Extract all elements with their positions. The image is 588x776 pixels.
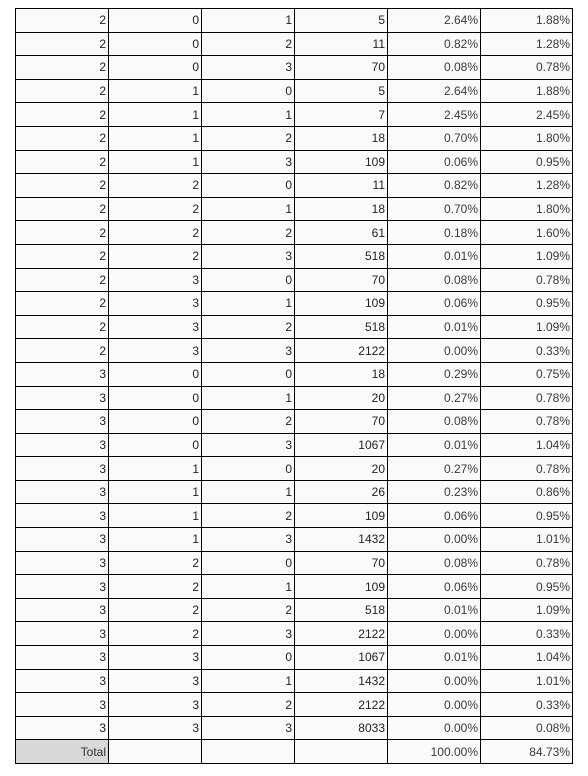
table-row	[16, 575, 573, 599]
table-cell-col2[interactable]: 2	[109, 221, 202, 245]
table-cell-col4[interactable]: 26	[295, 480, 388, 504]
table-cell-col3[interactable]: 0	[202, 174, 295, 198]
table-cell-col5[interactable]: 0.06%	[388, 575, 481, 599]
table-cell-col5[interactable]: 0.00%	[388, 669, 481, 693]
table-cell-col1[interactable]: 3	[16, 410, 109, 434]
table-row	[16, 197, 573, 221]
table-cell-col6[interactable]: 2.45%	[481, 103, 573, 127]
table-cell-col3[interactable]: 0	[202, 268, 295, 292]
table-cell-col2[interactable]: 1	[109, 103, 202, 127]
table-row	[16, 551, 573, 575]
table-cell-col3[interactable]: 0	[202, 457, 295, 481]
table-cell-col2[interactable]: 2	[109, 598, 202, 622]
table-cell-col2[interactable]: 3	[109, 339, 202, 363]
table-cell-col3[interactable]: 3	[202, 56, 295, 80]
table-cell-col4[interactable]: 518	[295, 244, 388, 268]
table-cell-col3[interactable]: 3	[202, 622, 295, 646]
table-cell-col5[interactable]: 2.64%	[388, 79, 481, 103]
table-cell-col4[interactable]: 2122	[295, 622, 388, 646]
table-cell-col1[interactable]: 2	[16, 174, 109, 198]
table-cell-col2[interactable]: 2	[109, 244, 202, 268]
table-cell-col1[interactable]: 2	[16, 9, 109, 33]
table-cell-col1[interactable]: 3	[16, 646, 109, 670]
table-row	[16, 457, 573, 481]
table-cell-col3[interactable]: 0	[202, 79, 295, 103]
table-cell-col5[interactable]: 0.06%	[388, 292, 481, 316]
table-row	[16, 622, 573, 646]
table-cell-col5[interactable]: 0.70%	[388, 126, 481, 150]
table-cell-col6[interactable]: 0.78%	[481, 268, 573, 292]
total-cell-col2[interactable]	[109, 740, 202, 764]
table-cell-col4[interactable]: 109	[295, 292, 388, 316]
table-cell-col1[interactable]: 3	[16, 457, 109, 481]
total-cell-col4[interactable]	[295, 740, 388, 764]
table-cell-col3[interactable]: 2	[202, 410, 295, 434]
table-cell-col2[interactable]: 1	[109, 150, 202, 174]
table-row	[16, 32, 573, 56]
table-cell-col3[interactable]: 1	[202, 103, 295, 127]
table-cell-col2[interactable]: 3	[109, 315, 202, 339]
table-cell-col4[interactable]: 70	[295, 268, 388, 292]
total-cell-col3[interactable]	[202, 740, 295, 764]
table-cell-col4[interactable]: 8033	[295, 716, 388, 740]
table-cell-col2[interactable]: 0	[109, 32, 202, 56]
table-row	[16, 221, 573, 245]
table-cell-col1[interactable]: 3	[16, 504, 109, 528]
table-cell-col1[interactable]: 3	[16, 693, 109, 717]
table-cell-col4[interactable]: 18	[295, 126, 388, 150]
table-cell-col1[interactable]: 2	[16, 339, 109, 363]
table-cell-col5[interactable]: 0.18%	[388, 221, 481, 245]
table-cell-col2[interactable]: 3	[109, 268, 202, 292]
table-cell-col4[interactable]: 518	[295, 315, 388, 339]
table-cell-col5[interactable]: 0.08%	[388, 551, 481, 575]
table-cell-col2[interactable]: 0	[109, 9, 202, 33]
table-cell-col6[interactable]: 1.60%	[481, 221, 573, 245]
table-row	[16, 646, 573, 670]
table-row	[16, 9, 573, 33]
table-cell-col1[interactable]: 2	[16, 221, 109, 245]
table-cell-col2[interactable]: 0	[109, 433, 202, 457]
table-cell-col6[interactable]: 0.95%	[481, 575, 573, 599]
table-cell-col5[interactable]: 0.06%	[388, 150, 481, 174]
table-row	[16, 410, 573, 434]
table-cell-col1[interactable]: 3	[16, 598, 109, 622]
table-cell-col5[interactable]: 0.82%	[388, 174, 481, 198]
table-cell-col1[interactable]: 2	[16, 126, 109, 150]
table-cell-col3[interactable]: 2	[202, 504, 295, 528]
table-cell-col6[interactable]: 1.28%	[481, 32, 573, 56]
table-cell-col1[interactable]: 2	[16, 56, 109, 80]
table-row	[16, 292, 573, 316]
table-cell-col2[interactable]: 0	[109, 410, 202, 434]
table-cell-col1[interactable]: 2	[16, 150, 109, 174]
table-cell-col4[interactable]: 20	[295, 386, 388, 410]
table-cell-col4[interactable]: 18	[295, 362, 388, 386]
total-cell-col5[interactable]: 100.00%	[388, 740, 481, 764]
table-cell-col1[interactable]: 2	[16, 244, 109, 268]
table-cell-col2[interactable]: 0	[109, 386, 202, 410]
table-row	[16, 268, 573, 292]
table-cell-col5[interactable]: 0.23%	[388, 480, 481, 504]
table-cell-col5[interactable]: 0.01%	[388, 598, 481, 622]
table-cell-col5[interactable]: 0.00%	[388, 716, 481, 740]
table-cell-col1[interactable]: 2	[16, 79, 109, 103]
table-cell-col3[interactable]: 1	[202, 9, 295, 33]
table-cell-col4[interactable]: 18	[295, 197, 388, 221]
table-cell-col4[interactable]: 109	[295, 150, 388, 174]
table-body	[16, 9, 573, 740]
table-cell-col5[interactable]: 0.70%	[388, 197, 481, 221]
table-cell-col1[interactable]: 3	[16, 480, 109, 504]
total-cell-col6[interactable]: 84.73%	[481, 740, 573, 764]
table-cell-col1[interactable]: 3	[16, 551, 109, 575]
table-cell-col3[interactable]: 3	[202, 244, 295, 268]
table-cell-col5[interactable]: 0.01%	[388, 244, 481, 268]
table-cell-col5[interactable]: 0.01%	[388, 433, 481, 457]
table-cell-col3[interactable]: 2	[202, 221, 295, 245]
table-cell-col2[interactable]: 2	[109, 622, 202, 646]
table-cell-col3[interactable]: 2	[202, 32, 295, 56]
table-cell-col1[interactable]: 2	[16, 32, 109, 56]
table-cell-col5[interactable]: 0.08%	[388, 410, 481, 434]
table-row	[16, 716, 573, 740]
table-cell-col3[interactable]: 1	[202, 575, 295, 599]
table-cell-col4[interactable]: 518	[295, 598, 388, 622]
table-cell-col3[interactable]: 3	[202, 150, 295, 174]
table-cell-col2[interactable]: 3	[109, 669, 202, 693]
table-cell-col6[interactable]: 1.80%	[481, 197, 573, 221]
table-cell-col4[interactable]: 11	[295, 32, 388, 56]
table-cell-col2[interactable]: 1	[109, 528, 202, 552]
table-row	[16, 504, 573, 528]
table-cell-col6[interactable]: 1.01%	[481, 528, 573, 552]
table-cell-col3[interactable]: 1	[202, 386, 295, 410]
table-cell-col6[interactable]: 0.78%	[481, 410, 573, 434]
table-cell-col3[interactable]: 2	[202, 315, 295, 339]
table-cell-col1[interactable]: 3	[16, 669, 109, 693]
table-cell-col1[interactable]: 2	[16, 268, 109, 292]
table-cell-col2[interactable]: 2	[109, 575, 202, 599]
table-cell-col5[interactable]: 0.01%	[388, 315, 481, 339]
table-cell-col4[interactable]: 5	[295, 9, 388, 33]
table-cell-col4[interactable]: 2122	[295, 693, 388, 717]
table-row	[16, 480, 573, 504]
table-cell-col6[interactable]: 1.28%	[481, 174, 573, 198]
table-row	[16, 693, 573, 717]
table-cell-col6[interactable]: 1.04%	[481, 646, 573, 670]
table-cell-col4[interactable]: 2122	[295, 339, 388, 363]
table-cell-col5[interactable]: 0.08%	[388, 56, 481, 80]
table-cell-col2[interactable]: 1	[109, 79, 202, 103]
table-cell-col2[interactable]: 1	[109, 480, 202, 504]
table-cell-col6[interactable]: 0.78%	[481, 551, 573, 575]
table-cell-col6[interactable]: 0.78%	[481, 386, 573, 410]
table-row	[16, 79, 573, 103]
table-row	[16, 244, 573, 268]
table-cell-col5[interactable]: 0.00%	[388, 339, 481, 363]
table-cell-col5[interactable]: 0.00%	[388, 693, 481, 717]
table-cell-col3[interactable]: 2	[202, 693, 295, 717]
table-cell-col5[interactable]: 0.82%	[388, 32, 481, 56]
table-cell-col1[interactable]: 3	[16, 575, 109, 599]
table-cell-col6[interactable]: 0.08%	[481, 716, 573, 740]
table-cell-col5[interactable]: 0.08%	[388, 268, 481, 292]
table-cell-col1[interactable]: 3	[16, 716, 109, 740]
table-row	[16, 150, 573, 174]
table-cell-col1[interactable]: 3	[16, 362, 109, 386]
table-cell-col4[interactable]: 1432	[295, 528, 388, 552]
table-cell-col1[interactable]: 3	[16, 386, 109, 410]
table-cell-col1[interactable]: 3	[16, 433, 109, 457]
table-cell-col4[interactable]: 109	[295, 504, 388, 528]
table-row	[16, 528, 573, 552]
table-cell-col6[interactable]: 1.80%	[481, 126, 573, 150]
table-cell-col3[interactable]: 3	[202, 716, 295, 740]
table-cell-col4[interactable]: 70	[295, 551, 388, 575]
table-cell-col6[interactable]: 0.95%	[481, 504, 573, 528]
table-row	[16, 339, 573, 363]
table-cell-col6[interactable]: 1.88%	[481, 9, 573, 33]
table-cell-col4[interactable]: 11	[295, 174, 388, 198]
table-cell-col6[interactable]: 0.78%	[481, 457, 573, 481]
table-cell-col1[interactable]: 3	[16, 622, 109, 646]
table-cell-col4[interactable]: 20	[295, 457, 388, 481]
table-cell-col4[interactable]: 1067	[295, 433, 388, 457]
table-cell-col4[interactable]: 1067	[295, 646, 388, 670]
table-cell-col4[interactable]: 61	[295, 221, 388, 245]
table-cell-col6[interactable]: 1.09%	[481, 244, 573, 268]
table-cell-col5[interactable]: 0.27%	[388, 386, 481, 410]
table-cell-col6[interactable]: 0.95%	[481, 150, 573, 174]
table-cell-col6[interactable]: 0.33%	[481, 693, 573, 717]
table-cell-col3[interactable]: 0	[202, 551, 295, 575]
table-row	[16, 433, 573, 457]
table-cell-col6[interactable]: 0.95%	[481, 292, 573, 316]
table-cell-col5[interactable]: 0.06%	[388, 504, 481, 528]
table-cell-col4[interactable]: 5	[295, 79, 388, 103]
table-cell-col3[interactable]: 1	[202, 292, 295, 316]
table-cell-col2[interactable]: 3	[109, 292, 202, 316]
table-cell-col3[interactable]: 2	[202, 126, 295, 150]
table-cell-col5[interactable]: 2.64%	[388, 9, 481, 33]
table-cell-col5[interactable]: 0.00%	[388, 622, 481, 646]
table-cell-col5[interactable]: 0.29%	[388, 362, 481, 386]
table-cell-col3[interactable]: 1	[202, 669, 295, 693]
table-cell-col6[interactable]: 0.33%	[481, 339, 573, 363]
table-cell-col5[interactable]: 0.01%	[388, 646, 481, 670]
table-row	[16, 174, 573, 198]
table-cell-col4[interactable]: 7	[295, 103, 388, 127]
table-cell-col3[interactable]: 1	[202, 480, 295, 504]
table-cell-col2[interactable]: 0	[109, 362, 202, 386]
table-row	[16, 315, 573, 339]
table-cell-col1[interactable]: 2	[16, 292, 109, 316]
table-cell-col2[interactable]: 2	[109, 197, 202, 221]
table-cell-col6[interactable]: 0.78%	[481, 56, 573, 80]
table-cell-col3[interactable]: 1	[202, 197, 295, 221]
table-row	[16, 362, 573, 386]
table-cell-col4[interactable]: 70	[295, 410, 388, 434]
table-cell-col6[interactable]: 0.75%	[481, 362, 573, 386]
table-cell-col4[interactable]: 1432	[295, 669, 388, 693]
table-cell-col1[interactable]: 2	[16, 103, 109, 127]
table-cell-col3[interactable]: 0	[202, 646, 295, 670]
table-cell-col3[interactable]: 2	[202, 598, 295, 622]
table-cell-col3[interactable]: 3	[202, 433, 295, 457]
table-cell-col3[interactable]: 0	[202, 362, 295, 386]
table-cell-col6[interactable]: 1.88%	[481, 79, 573, 103]
table-cell-col6[interactable]: 1.09%	[481, 315, 573, 339]
table-row	[16, 126, 573, 150]
table-cell-col3[interactable]: 3	[202, 528, 295, 552]
table-row	[16, 103, 573, 127]
spreadsheet-table	[15, 8, 573, 764]
table-cell-col2[interactable]: 2	[109, 551, 202, 575]
table-cell-col2[interactable]: 3	[109, 716, 202, 740]
table-cell-col4[interactable]: 70	[295, 56, 388, 80]
table-cell-col2[interactable]: 1	[109, 457, 202, 481]
table-cell-col5[interactable]: 2.45%	[388, 103, 481, 127]
table-cell-col6[interactable]: 0.86%	[481, 480, 573, 504]
table-cell-col5[interactable]: 0.00%	[388, 528, 481, 552]
table-cell-col1[interactable]: 3	[16, 528, 109, 552]
table-cell-col2[interactable]: 3	[109, 646, 202, 670]
table-cell-col2[interactable]: 2	[109, 174, 202, 198]
table-cell-col6[interactable]: 1.01%	[481, 669, 573, 693]
table-row	[16, 386, 573, 410]
table-cell-col2[interactable]: 1	[109, 126, 202, 150]
table-cell-col6[interactable]: 1.04%	[481, 433, 573, 457]
table-cell-col6[interactable]: 0.33%	[481, 622, 573, 646]
table-row	[16, 598, 573, 622]
table-cell-col2[interactable]: 1	[109, 504, 202, 528]
table-cell-col3[interactable]: 3	[202, 339, 295, 363]
table-cell-col2[interactable]: 3	[109, 693, 202, 717]
table-cell-col6[interactable]: 1.09%	[481, 598, 573, 622]
total-row	[16, 740, 573, 764]
table-row	[16, 669, 573, 693]
table-cell-col1[interactable]: 2	[16, 197, 109, 221]
table-row	[16, 56, 573, 80]
total-label-cell[interactable]: Total	[16, 740, 109, 764]
table-cell-col2[interactable]: 0	[109, 56, 202, 80]
table-cell-col1[interactable]: 2	[16, 315, 109, 339]
table-cell-col5[interactable]: 0.27%	[388, 457, 481, 481]
table-cell-col4[interactable]: 109	[295, 575, 388, 599]
